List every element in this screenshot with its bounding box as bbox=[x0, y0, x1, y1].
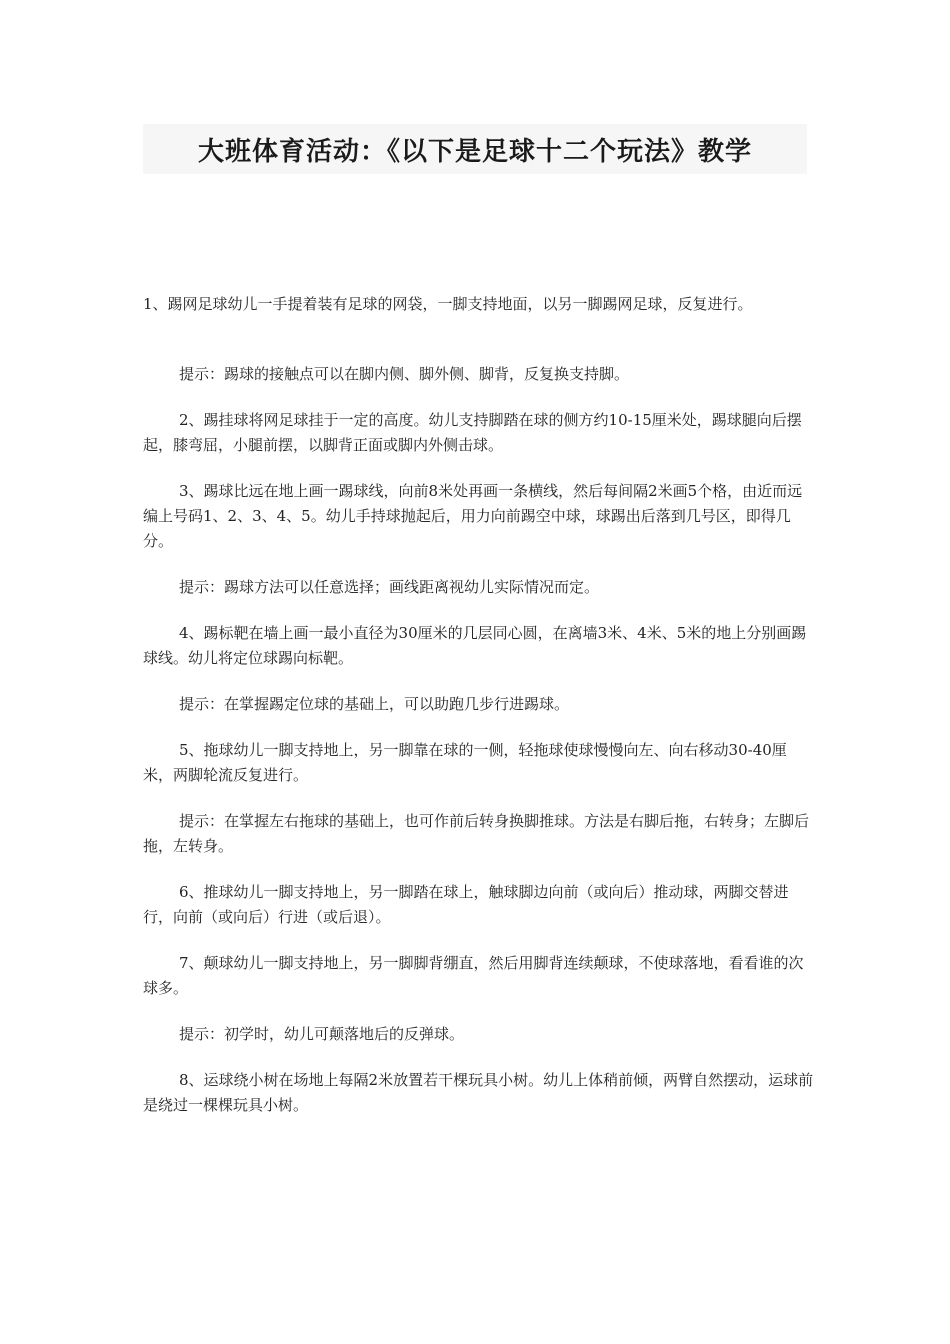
paragraph-8: 8、运球绕小树在场地上每隔2米放置若干棵玩具小树。幼儿上体稍前倾，两臂自然摆动，运球前是绕过一棵棵玩具小树。 bbox=[143, 1071, 814, 1114]
paragraph-5: 5、拖球幼儿一脚支持地上，另一脚靠在球的一侧，轻拖球使球慢慢向左、向右移动30-40厘米，两脚轮流反复进行。 bbox=[143, 741, 787, 784]
paragraph-tip-4: 提示：在掌握踢定位球的基础上，可以助跑几步行进踢球。 bbox=[179, 695, 570, 713]
paragraph-4: 4、踢标靶在墙上画一最小直径为30厘米的几层同心圆，在离墙3米、4米、5米的地上分别画踢球线。幼儿将定位球踢向标靶。 bbox=[143, 624, 807, 667]
paragraph-tip-3: 提示：踢球方法可以任意选择；画线距离视幼儿实际情况而定。 bbox=[179, 578, 600, 596]
paragraph-3: 3、踢球比远在地上画一踢球线，向前8米处再画一条横线，然后每间隔2米画5个格，由近而远编上号码1、2、3、4、5。幼儿手持球抛起后，用力向前踢空中球，球踢出后落到几号区，即得几分。 bbox=[143, 482, 803, 550]
title-band bbox=[143, 124, 807, 174]
document-body bbox=[143, 292, 815, 1118]
paragraph-1: 1、踢网足球幼儿一手提着装有足球的网袋，一脚支持地面，以另一脚踢网足球，反复进行。 bbox=[143, 295, 753, 313]
paragraph-2: 2、踢挂球将网足球挂于一定的高度。幼儿支持脚踏在球的侧方约10-15厘米处，踢球腿向后摆起，膝弯屈，小腿前摆，以脚背正面或脚内外侧击球。 bbox=[143, 411, 802, 454]
paragraph-tip-5: 提示：在掌握左右拖球的基础上，也可作前后转身换脚推球。方法是右脚后拖，右转身；左脚后拖，左转身。 bbox=[143, 812, 810, 855]
paragraph-7: 7、颠球幼儿一脚支持地上，另一脚脚背绷直，然后用脚背连续颠球，不使球落地，看看谁的次球多。 bbox=[143, 954, 804, 997]
paragraph-tip-7: 提示：初学时，幼儿可颠落地后的反弹球。 bbox=[179, 1025, 465, 1043]
document-title: 大班体育活动：《以下是足球十二个玩法》教学 bbox=[197, 136, 752, 167]
paragraph-tip-1: 提示：踢球的接触点可以在脚内侧、脚外侧、脚背，反复换支持脚。 bbox=[179, 365, 630, 383]
paragraph-6: 6、推球幼儿一脚支持地上，另一脚踏在球上，触球脚边向前（或向后）推动球，两脚交替进行，向前（或向后）行进（或后退）。 bbox=[143, 883, 789, 926]
